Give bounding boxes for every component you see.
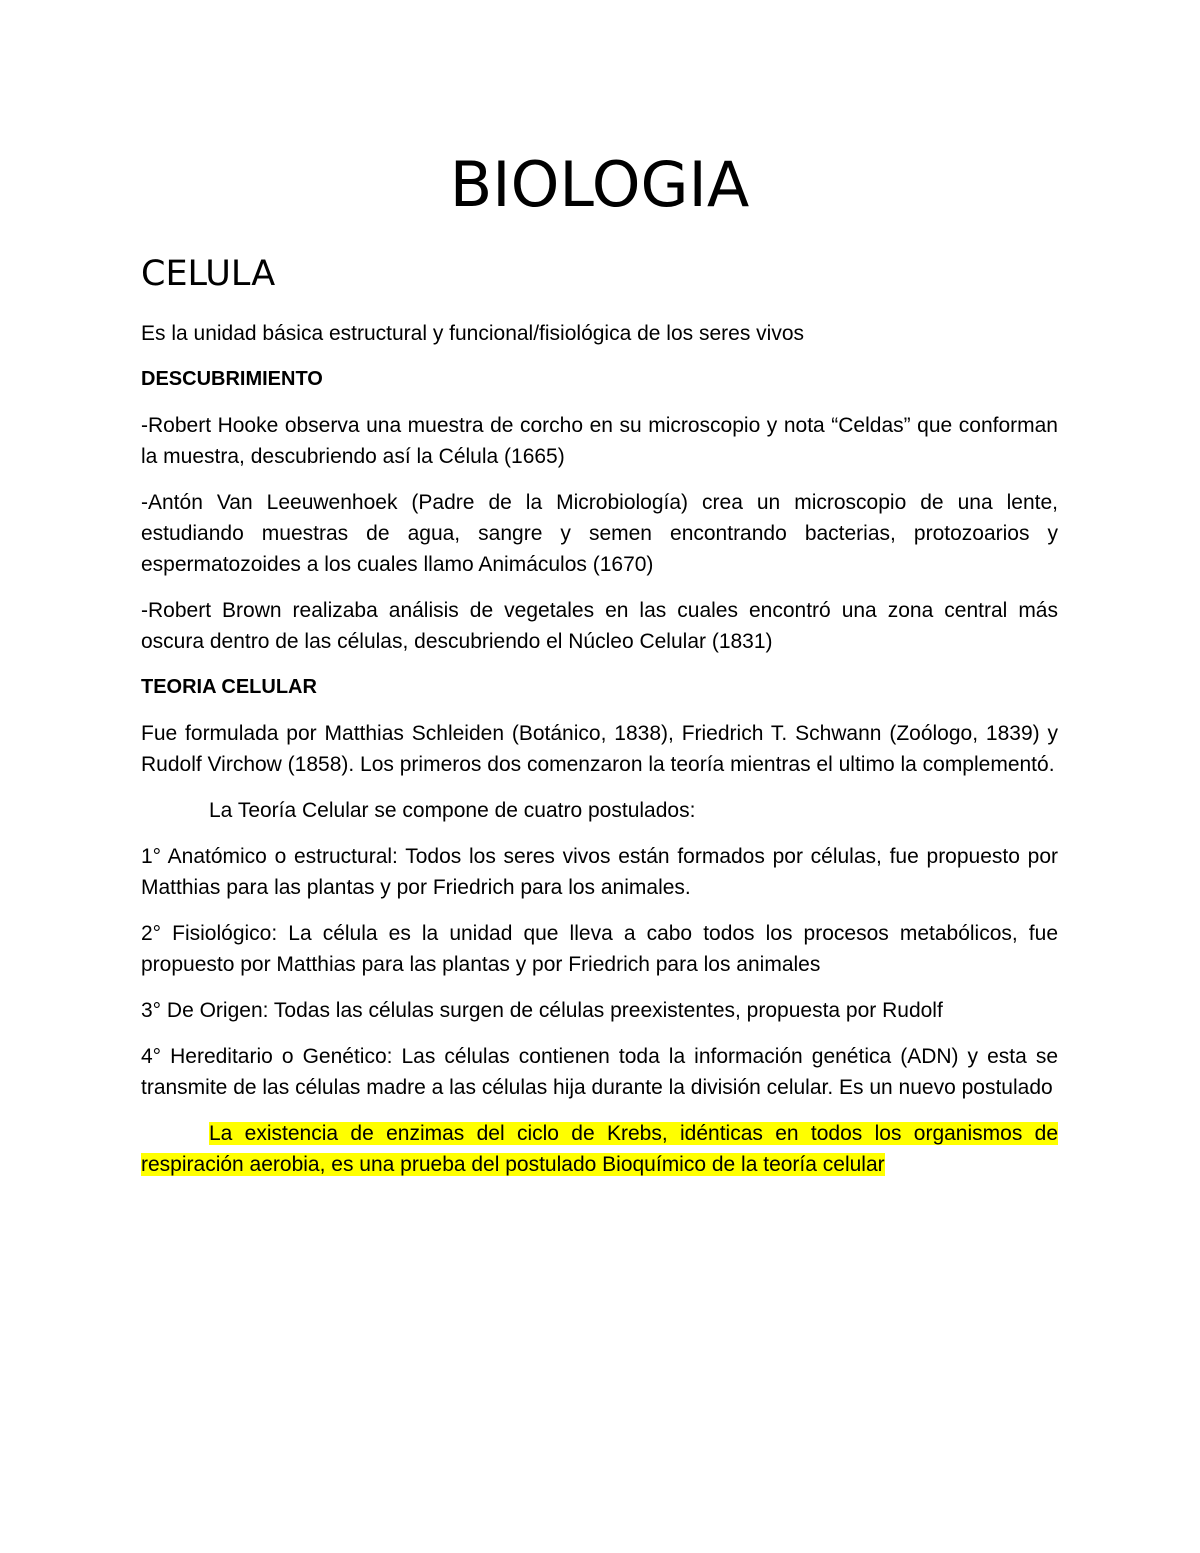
highlighted-paragraph [141,1118,1058,1180]
paragraph-postulates-intro: La Teoría Celular se compone de cuatro postulados: [209,799,696,822]
section-heading-descubrimiento: DESCUBRIMIENTO [141,368,323,390]
paragraph-leeuwenhoek: -Antón Van Leeuwenhoek (Padre de la Microbiología) crea un microscopio de una lente, estudiando muestras de agua, sangre y semen encontrando bacterias, protozoarios y espermatozoides a los cuales llamo Animáculos (1670) [141,491,1058,576]
intro-paragraph: Es la unidad básica estructural y funcional/fisiológica de los seres vivos [141,322,805,345]
section-heading-teoria-celular: TEORIA CELULAR [141,676,317,698]
paragraph-formulation: Fue formulada por Matthias Schleiden (Botánico, 1838), Friedrich T. Schwann (Zoólogo, 1839) y Rudolf Virchow (1858). Los primeros dos comenzaron la teoría mientras el ultimo la complementó. [141,722,1058,776]
document-body [141,318,1058,1195]
paragraph-hooke: -Robert Hooke observa una muestra de corcho en su microscopio y nota “Celdas” que conforman la muestra, descubriendo así la Célula (1665) [141,414,1058,468]
paragraph-postulate-3: 3° De Origen: Todas las células surgen de células preexistentes, propuesta por Rudolf [141,999,943,1022]
paragraph-brown: -Robert Brown realizaba análisis de vegetales en las cuales encontró una zona central más oscura dentro de las células, descubriendo el Núcleo Celular (1831) [141,599,1058,653]
paragraph-postulate-4: 4° Hereditario o Genético: Las células contienen toda la información genética (ADN) y esta se transmite de las células madre a las células hija durante la división celular. Es un nuevo postulado [141,1045,1058,1099]
document-title: BIOLOGIA [449,148,750,221]
document-subtitle: CELULA [141,254,276,294]
paragraph-postulate-1: 1° Anatómico o estructural: Todos los seres vivos están formados por células, fue propuesto por Matthias para las plantas y por Friedrich para los animales. [141,845,1058,899]
highlighted-text: La existencia de enzimas del ciclo de Krebs, idénticas en todos los organismos de respiración aerobia, es una prueba del postulado Bioquímico de la teoría celular [141,1122,1058,1176]
paragraph-postulate-2: 2° Fisiológico: La célula es la unidad que lleva a cabo todos los procesos metabólicos, fue propuesto por Matthias para las plantas y por Friedrich para los animales [141,922,1058,976]
